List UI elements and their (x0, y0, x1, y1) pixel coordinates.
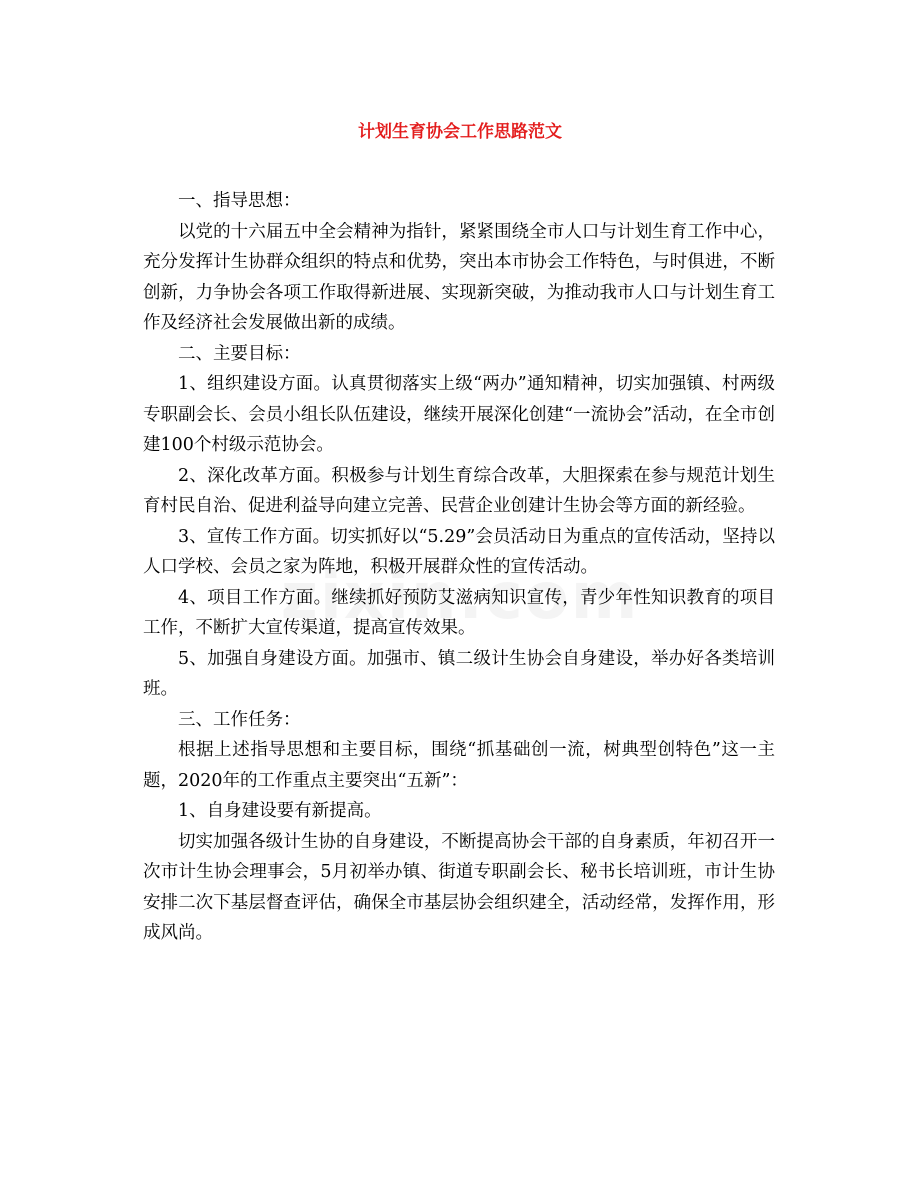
document-body (143, 186, 775, 949)
heading-main-goals: 二、主要目标： (178, 343, 301, 364)
subheading-task-1: 1、自身建设要有新提高。 (178, 801, 382, 821)
paragraph-guiding-thought: 以党的十六届五中全会精神为指针，紧紧围绕全市人口与计划生育工作中心，充分发挥计生协群众组织的特点和优势，突出本市协会工作特色，与时俱进，不断创新，力争协会各项工作取得新进展、实现新突破，为推动我市人口与计划生育工作及经济社会发展做出新的成绩。 (143, 221, 775, 333)
paragraph-goal-reform: 2、深化改革方面。积极参与计划生育综合改革，大胆探索在参与规范计划生育村民自治、促进利益导向建立完善、民营企业创建计生协会等方面的新经验。 (143, 465, 775, 516)
paragraph-task-1: 切实加强各级计生协的自身建设，不断提高协会干部的自身素质，年初召开一次市计生协会理事会，5月初举办镇、街道专职副会长、秘书长培训班，市计生协安排二次下基层督查评估，确保全市基层协会组织建全，活动经常，发挥作用，形成风尚。 (143, 831, 775, 943)
paragraph-goal-self-building: 5、加强自身建设方面。加强市、镇二级计生协会自身建设，举办好各类培训班。 (143, 648, 775, 699)
heading-guiding-thought: 一、指导思想： (178, 191, 301, 211)
paragraph-goal-organization: 1、组织建设方面。认真贯彻落实上级“两办”通知精神，切实加强镇、村两级专职副会长、会员小组长队伍建设，继续开展深化创建“一流协会”活动，在全市创建100个村级示范协会。 (143, 374, 775, 455)
paragraph-work-tasks-intro: 根据上述指导思想和主要目标，围绕“抓基础创一流，树典型创特色”这一主题，2020年的工作重点主要突出“五新”： (143, 740, 775, 791)
paragraph-goal-publicity: 3、宣传工作方面。切实抓好以“5.29”会员活动日为重点的宣传活动，坚持以人口学校、会员之家为阵地，积极开展群众性的宣传活动。 (143, 526, 775, 577)
heading-work-tasks: 三、工作任务： (178, 709, 301, 730)
document-title: 计划生育协会工作思路范文 (358, 122, 562, 142)
paragraph-goal-projects: 4、项目工作方面。继续抓好预防艾滋病知识宣传，青少年性知识教育的项目工作，不断扩大宣传渠道，提高宣传效果。 (143, 587, 775, 638)
